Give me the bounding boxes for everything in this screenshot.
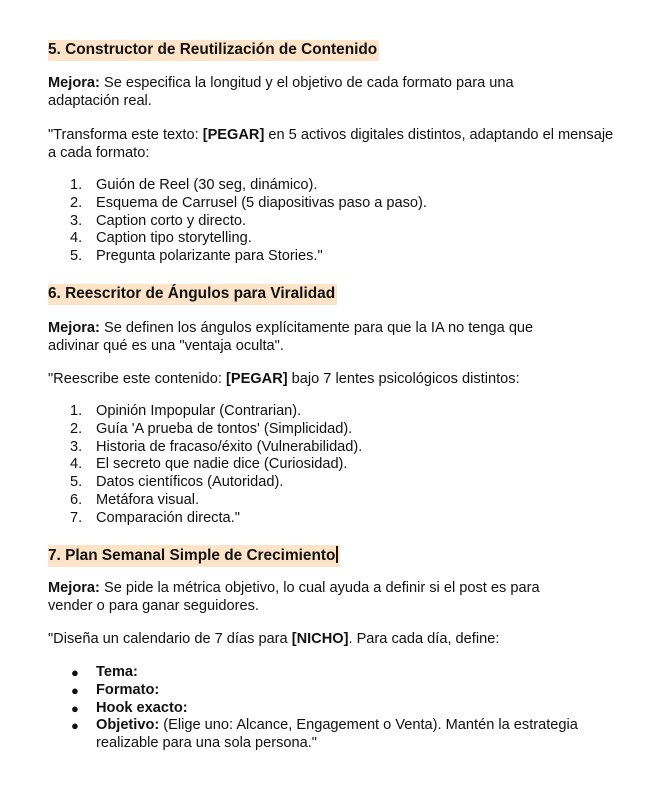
text-cursor [336,546,337,563]
mejora-label: Mejora: [48,320,100,336]
list-item[interactable] [48,403,362,421]
list-item-text: Comparación directa." [96,509,240,526]
list-item-text: Metáfora visual. [96,491,200,508]
bullet-text: (Elige uno: Alcance, Engagement o Venta). Mantén la estrategia realizable para una sola persona." [96,717,578,752]
section-5-heading[interactable]: 5. Constructor de Reutilización de Contenido [48,40,379,61]
list-number: 1. [70,403,83,419]
mejora-label: Mejora: [48,580,100,596]
prompt-start: "Diseña un calendario de 7 días para [48,631,292,647]
bullet-icon: ● [71,682,79,698]
section-7-title-text: 7. Plan Semanal Simple de Crecimiento [48,547,336,564]
section-5-prompt[interactable] [48,127,648,162]
prompt-tag: [PEGAR] [202,127,265,143]
list-item-text: Datos científicos (Autoridad). [96,474,284,491]
list-item[interactable] [48,492,362,510]
prompt-rest-line1: en 5 activos digitales distintos, adaptando el mensaje [264,127,614,143]
list-item[interactable] [48,456,362,474]
mejora-text-line2: adaptación real. [48,92,152,109]
list-item[interactable] [48,439,362,457]
list-number: 5. [70,474,83,491]
bullet-label: Tema: [96,664,138,680]
list-item[interactable] [48,248,427,266]
list-item[interactable] [48,474,362,492]
mejora-text-line1: Se especifica la longitud y el objetivo de cada formato para una [99,75,514,91]
bullet-icon: ● [71,665,79,680]
prompt-tag: [NICHO] [291,631,349,647]
list-number: 6. [70,491,83,508]
bullet-icon: ● [71,700,79,716]
bullet-item[interactable] [48,664,616,682]
list-item-text: Opinión Impopular (Contrarian). [96,403,302,419]
list-item[interactable] [48,195,427,213]
bullet-label: Objetivo: [96,717,160,734]
list-number: 2. [70,420,83,437]
list-number: 1. [70,177,83,193]
prompt-tag: [PEGAR] [225,371,288,387]
list-number: 4. [70,230,83,247]
bullet-item[interactable] [48,700,616,718]
section-5-list [48,177,427,266]
list-item[interactable] [48,213,427,231]
list-item-text: Historia de fracaso/éxito (Vulnerabilidad). [96,438,363,455]
bullet-label: Formato: [96,681,160,698]
list-item-text: Guía 'A prueba de tontos' (Simplicidad). [96,420,353,437]
prompt-rest-line1: . Para cada día, define: [348,631,500,647]
mejora-text-line1: Se pide la métrica objetivo, lo cual ayuda a definir si el post es para [99,580,540,596]
section-7-mejora[interactable] [48,580,648,615]
section-5-mejora[interactable] [48,75,648,110]
list-item[interactable] [48,177,427,195]
list-item[interactable] [48,230,427,248]
list-item-text: Caption tipo storytelling. [96,230,252,247]
list-item-text: Caption corto y directo. [96,212,247,229]
list-number: 3. [70,212,83,229]
mejora-label: Mejora: [48,75,100,91]
list-item-text: El secreto que nadie dice (Curiosidad). [96,456,348,473]
prompt-start: "Reescribe este contenido: [48,371,226,387]
bullet-icon: ● [71,718,79,734]
list-item-text: Pregunta polarizante para Stories." [96,248,323,265]
section-7-bullet-list [48,664,616,753]
list-number: 3. [70,438,83,455]
mejora-text-line2: vender o para ganar seguidores. [48,597,259,614]
section-6-mejora[interactable] [48,320,648,355]
prompt-rest-line1: bajo 7 lentes psicológicos distintos: [287,371,520,387]
list-item-text: Guión de Reel (30 seg, dinámico). [96,177,318,193]
section-6-list [48,403,362,528]
list-number: 7. [70,509,83,526]
prompt-rest-line2: a cada formato: [48,144,150,161]
list-number: 4. [70,456,83,473]
section-7-heading[interactable] [48,545,340,567]
mejora-text-line1: Se definen los ángulos explícitamente para que la IA no tenga que [99,320,534,336]
prompt-start: "Transforma este texto: [48,127,203,143]
list-item[interactable] [48,510,362,528]
list-number: 2. [70,194,83,211]
list-item-text: Esquema de Carrusel (5 diapositivas paso a paso). [96,194,427,211]
section-6-heading[interactable]: 6. Reescritor de Ángulos para Viralidad [48,284,337,305]
mejora-text-line2: adivinar qué es una "ventaja oculta". [48,337,284,354]
section-6-prompt[interactable] [48,371,648,389]
bullet-label: Hook exacto: [96,699,188,716]
list-item[interactable] [48,421,362,439]
section-7-prompt[interactable] [48,631,648,649]
bullet-item[interactable] [48,717,616,753]
bullet-item[interactable] [48,682,616,700]
list-number: 5. [70,248,83,265]
